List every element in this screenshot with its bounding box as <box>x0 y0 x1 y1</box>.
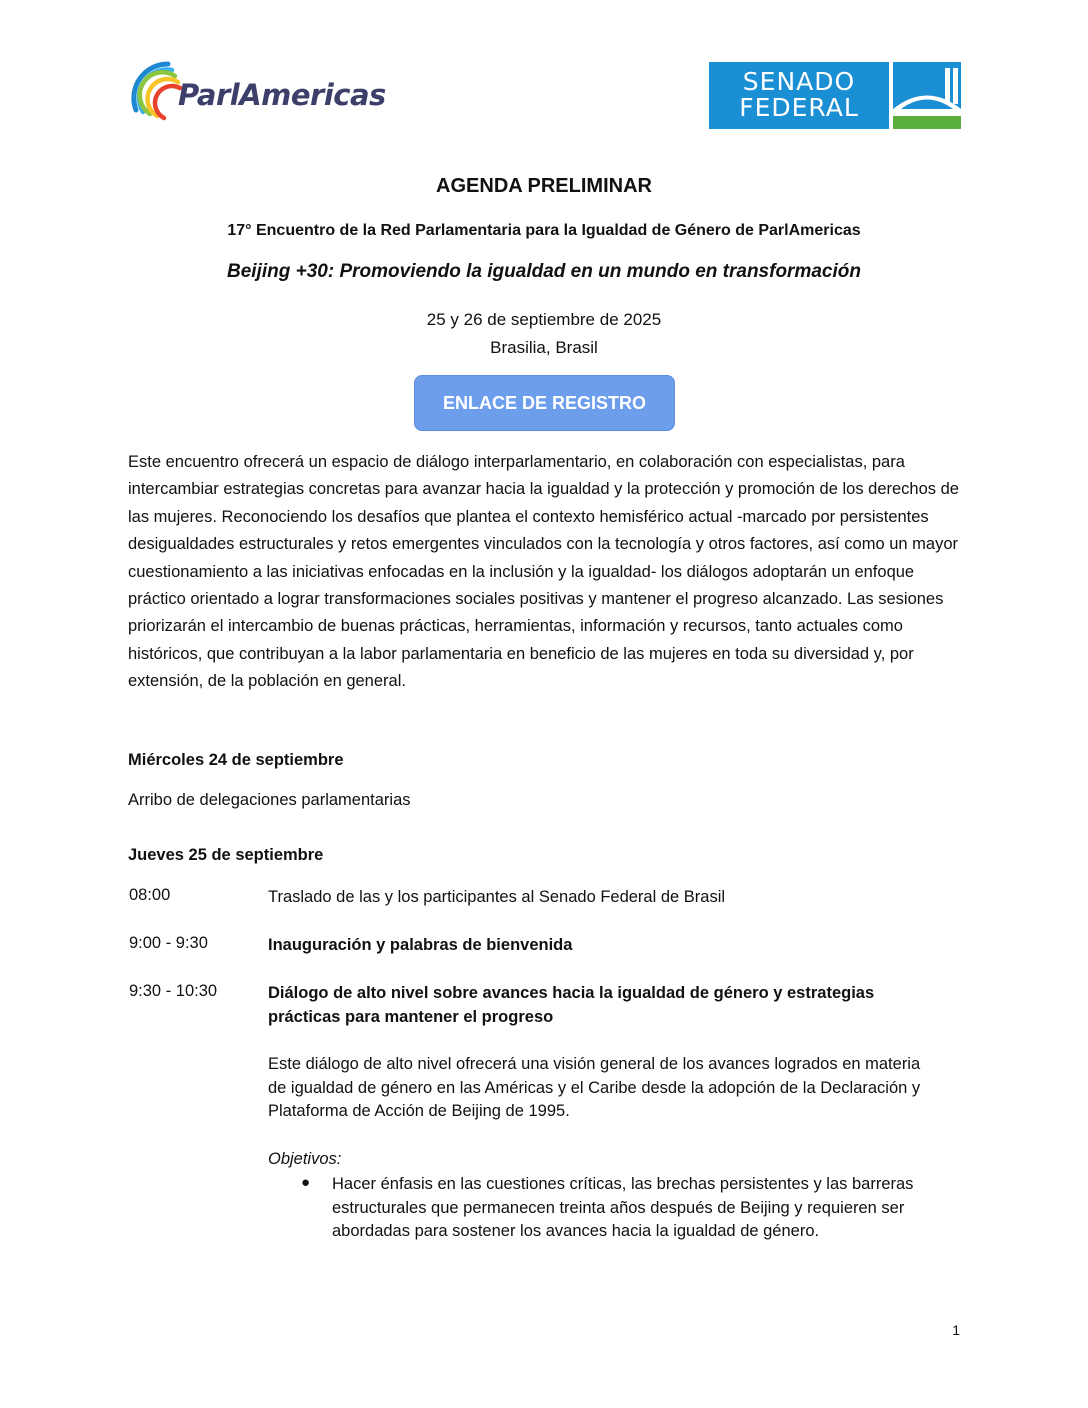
objectives-label: Objetivos: <box>268 1150 342 1168</box>
agenda-time: 9:30 - 10:30 <box>129 982 218 1000</box>
day1-heading: Miércoles 24 de septiembre <box>128 751 344 769</box>
agenda-activity: Traslado de las y los participantes al Senado Federal de Brasil <box>268 888 726 906</box>
senado-logo-box <box>709 62 889 129</box>
parlamericas-logo <box>128 58 386 134</box>
objective-item: Hacer énfasis en las cuestiones críticas, las brechas persistentes y las barreras estructurales que permanecen treinta años después de Beijing y requieren ser abordadas para sostener los avances hacia la igualdad de género. <box>332 1175 914 1240</box>
day2-heading: Jueves 25 de septiembre <box>128 846 324 864</box>
page-number: 1 <box>952 1322 960 1338</box>
bullet-icon: ● <box>301 1174 311 1191</box>
event-location: Brasilia, Brasil <box>490 338 598 357</box>
agenda-time: 08:00 <box>129 886 171 904</box>
intro-paragraph: Este encuentro ofrecerá un espacio de diálogo interparlamentario, en colaboración con especialistas, para intercambiar estrategias concretas para avanzar hacia la igualdad y la protección y promoción de los derechos de las mujeres. Reconociendo los desafíos que plantea el contexto hemisférico actual -marcado por persistentes desigualdades estructurales y retos emergentes vinculados con la tecnología y otros factores, así como un mayor cuestionamiento a las iniciativas enfocadas en la inclusión y la igualdad- los diálogos adoptarán un enfoque práctico orientado a lograr transformaciones sociales positivas y mantener el progreso alcanzado. Las sesiones priorizarán el intercambio de buenas prácticas, herramientas, información y recursos, tanto actuales como históricos, que contribuyan a la labor parlamentaria en beneficio de las mujeres en toda su diversidad y, por extensión, de la población en general. <box>128 453 959 691</box>
congress-building-icon <box>893 62 961 129</box>
senado-logo-line1: SENADO <box>742 67 856 96</box>
day1-text: Arribo de delegaciones parlamentarias <box>128 791 411 809</box>
page-title: AGENDA PRELIMINAR <box>436 175 652 197</box>
parlamericas-logo-text: ParlAmericas <box>178 78 386 112</box>
event-dates: 25 y 26 de septiembre de 2025 <box>426 310 662 329</box>
agenda-activity: Inauguración y palabras de bienvenida <box>268 936 573 954</box>
event-theme: Beijing +30: Promoviendo la igualdad en un mundo en transformación <box>227 261 861 282</box>
event-subtitle: 17° Encuentro de la Red Parlamentaria para la Igualdad de Género de ParlAmericas <box>227 222 861 239</box>
agenda-time: 9:00 - 9:30 <box>129 934 208 952</box>
senado-logo-line2: FEDERAL <box>739 93 859 122</box>
agenda-activity: Diálogo de alto nivel sobre avances hacia la igualdad de género y estrategias prácticas para mantener el progreso <box>268 984 875 1026</box>
session-description: Este diálogo de alto nivel ofrecerá una visión general de los avances logrados en materia de igualdad de género en las Américas y el Caribe desde la adopción de la Declaración y Plataforma de Acción de Beijing de 1995. <box>268 1055 921 1120</box>
registration-link-button[interactable]: ENLACE DE REGISTRO <box>414 375 675 431</box>
senado-federal-logo <box>709 62 961 129</box>
